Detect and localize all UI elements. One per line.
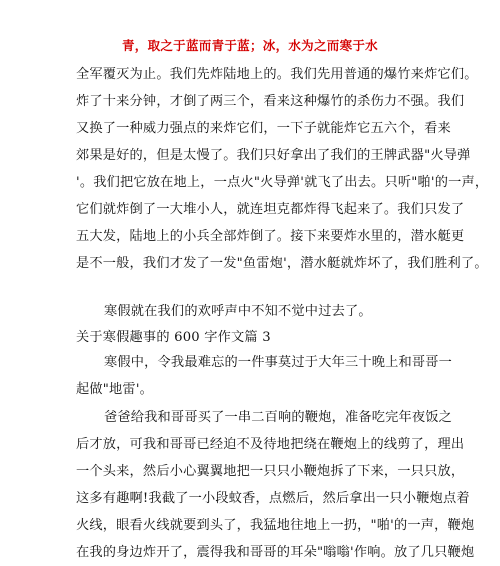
text-line: 火线，眼看火线就要到头了，我猛地往地上一扔，"啪'的一声，鞭炮	[76, 518, 475, 533]
text-line: 爸爸给我和哥哥买了一串二百响的鞭炮，准备吃完年夜饭之	[104, 410, 453, 425]
text-line: 五大发，陆地上的小兵全部炸倒了。接下来要炸水里的，潜水艇更	[76, 229, 465, 244]
text-line: 寒假就在我们的欢呼声中不知不觉中过去了。	[104, 304, 372, 319]
text-line: 在我的身边炸开了，震得我和哥哥的耳朵"嗡嗡'作响。放了几只鞭炮	[76, 545, 475, 560]
text-line: 又换了一种威力强点的来炸它们，一下子就能炸它五六个，看来	[76, 121, 451, 136]
text-line: 是不一般，我们才发了一发"鱼雷炮'，潜水艇就炸坏了，我们胜利了。	[76, 256, 488, 271]
text-line: 郊果是好的，但是太慢了。我们只好拿出了我们的王牌武器"火导弹	[76, 148, 471, 163]
text-line: 一个头来，然后小心翼翼地把一只只小鞭炮拆了下来，一只只放，	[76, 464, 465, 479]
text-line: 全军覆灭为止。我们先炸陆地上的。我们先用普通的爆竹来炸它们。	[76, 67, 478, 82]
text-line: '。我们把它放在地上，一点火"火导弹'就飞了出去。只听"啪'的一声，	[76, 175, 489, 190]
text-line: 寒假中，令我最难忘的一件事莫过于大年三十晚上和哥哥一	[104, 355, 453, 370]
text-line: 它们就炸倒了一大堆小人，就连坦克都炸得飞起来了。我们只发了	[76, 202, 465, 217]
text-line: 这多有趣啊!我截了一小段蚊香，点燃后，然后拿出一只小鞭炮点着	[76, 491, 470, 506]
page-header-quote: 青，取之于蓝而青于蓝；冰，水为之而寒于水	[121, 38, 378, 53]
text-line: 起做"地雷'。	[76, 382, 154, 397]
text-line: 后才放，可我和哥哥已经迫不及待地把绕在鞭炮上的线剪了，理出	[76, 437, 465, 452]
section-heading: 关于寒假趣事的 600 字作文篇 3	[76, 330, 271, 345]
text-line: 炸了十来分钟，才倒了两三个，看来这种爆竹的杀伤力不强。我们	[76, 94, 465, 109]
